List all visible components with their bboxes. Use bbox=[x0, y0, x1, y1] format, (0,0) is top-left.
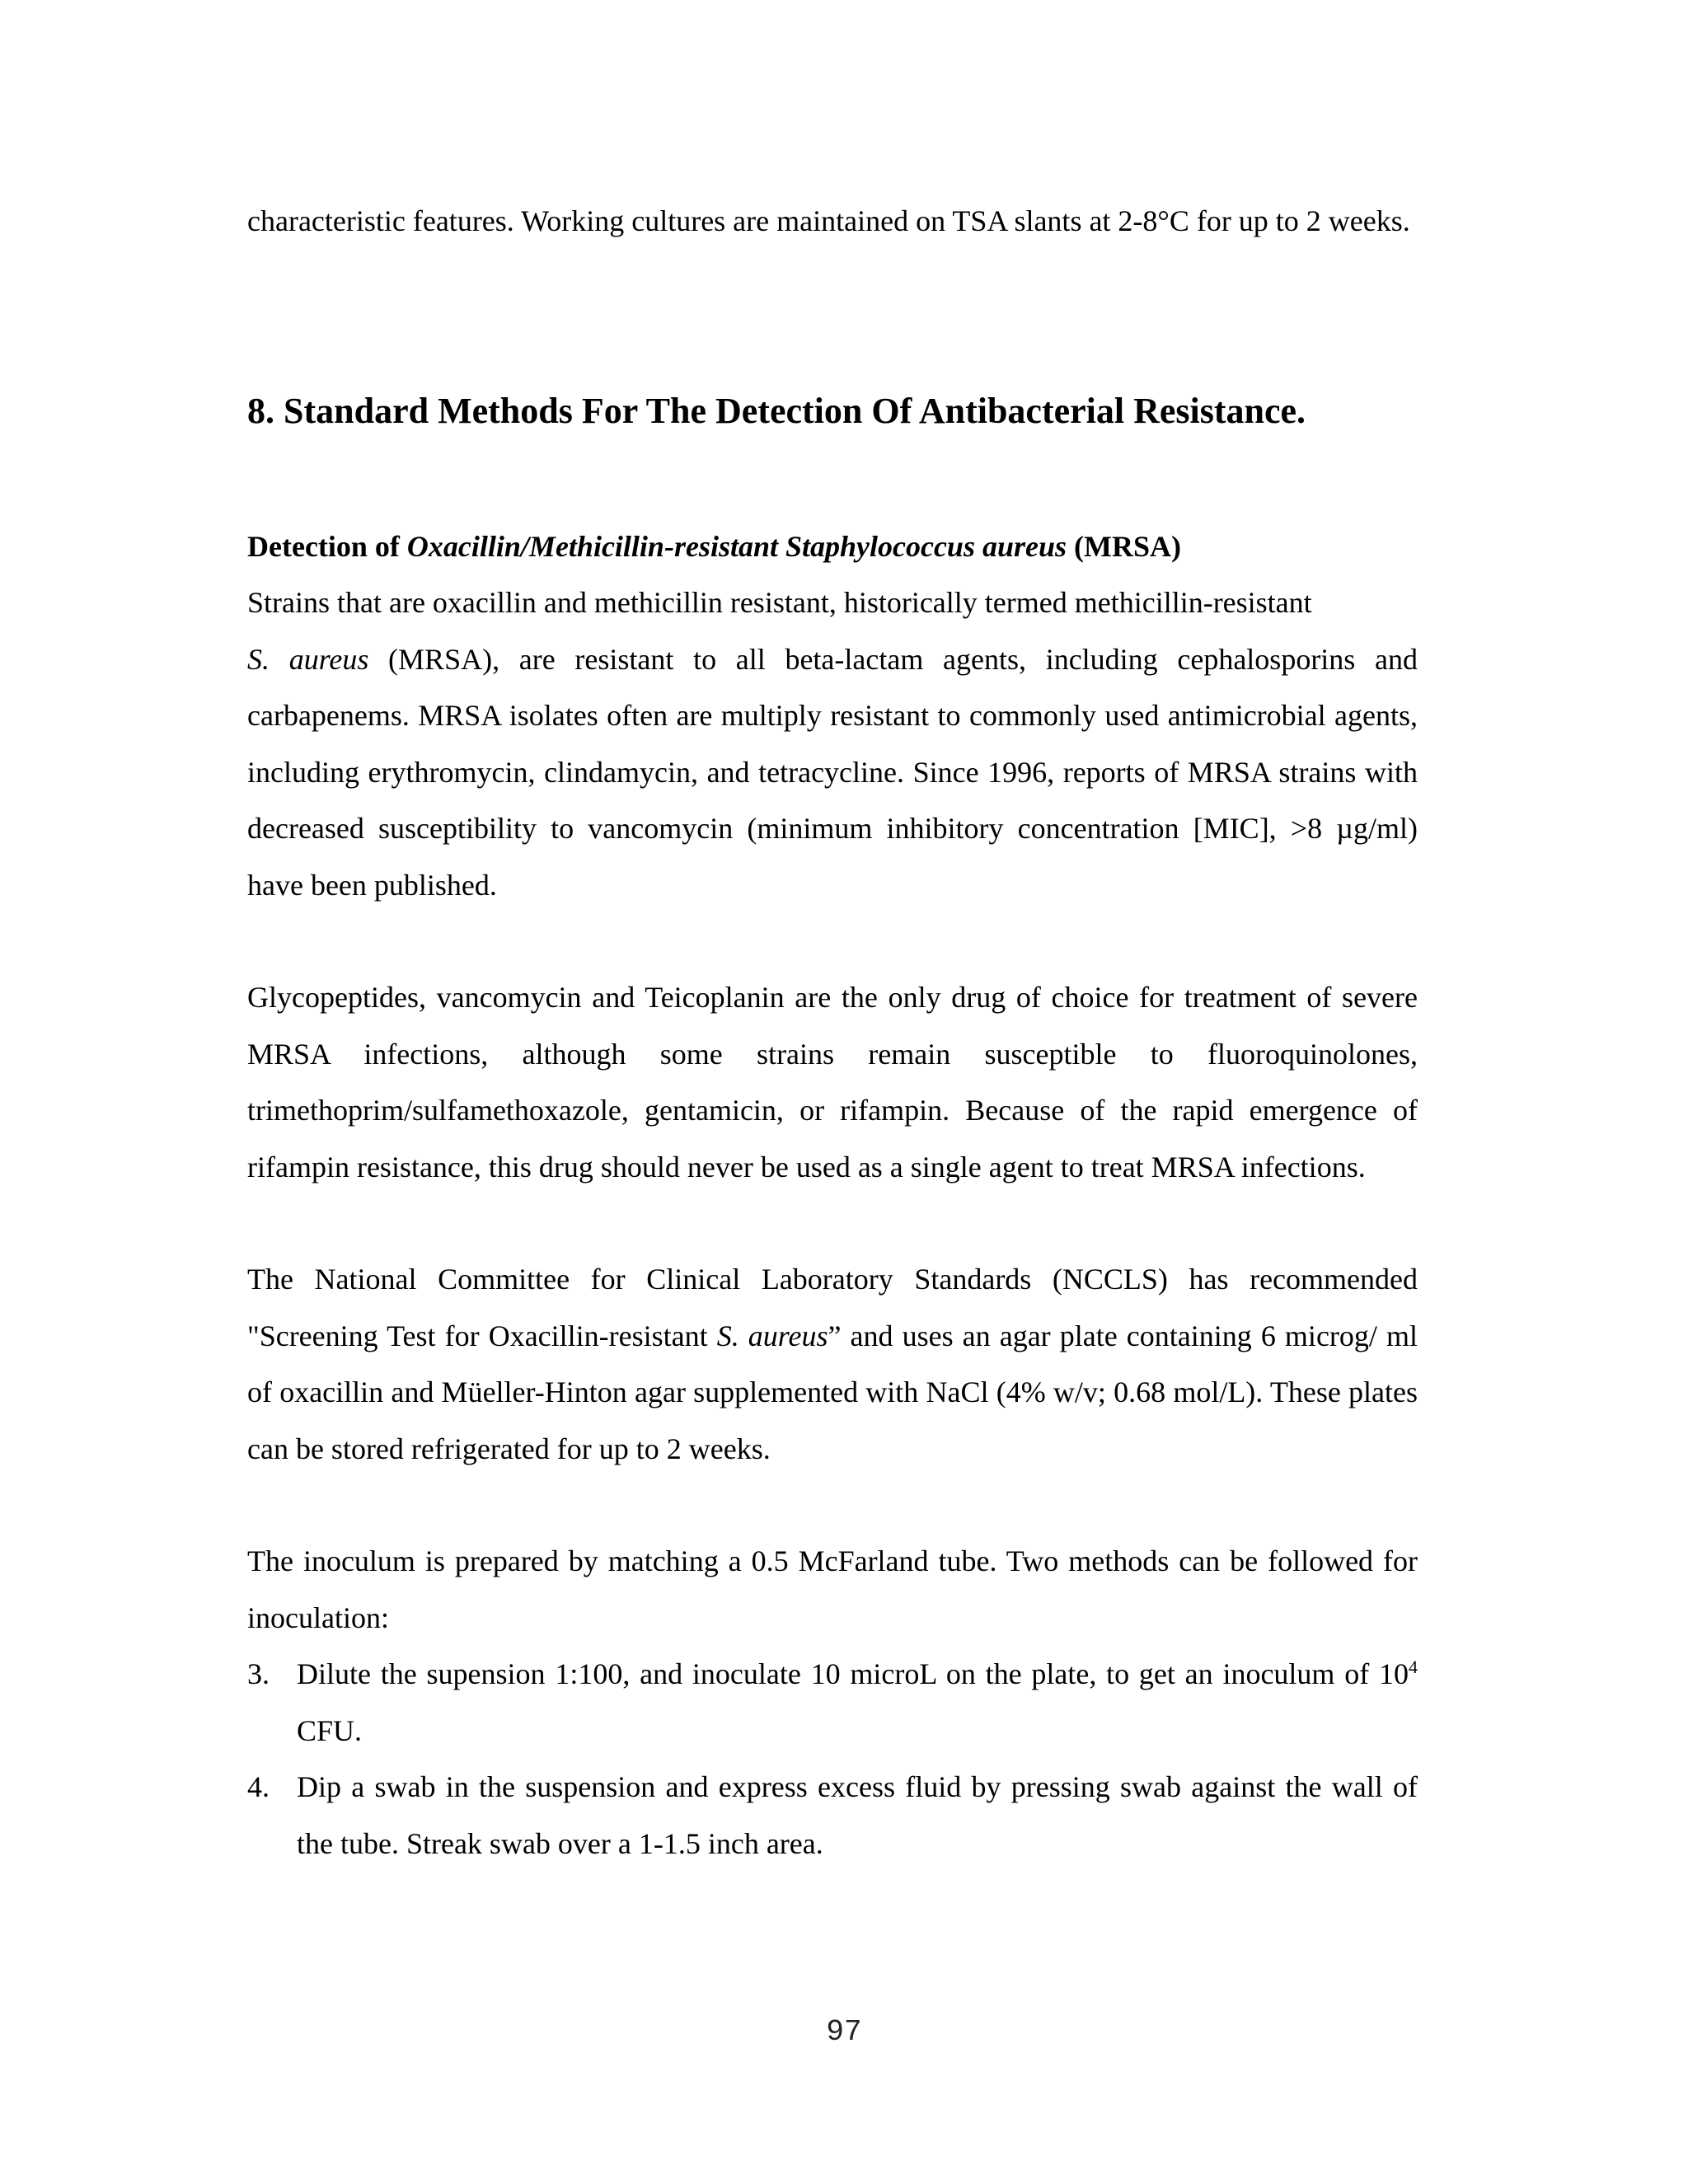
mrsa-description-rest: (MRSA), are resistant to all beta-lactam agents, including cephalosporins and carbapenems. MRSA isolates often are multiply resistant to commonly used antimicrobial agents, including erythromycin, clindamycin, and tetracycline. Since 1996, reports of MRSA strains with decreased susceptibility to vancomycin (minimum inhibitory concentration [MIC], >8 µg/ml) have been published. bbox=[247, 642, 1418, 902]
list-item bbox=[247, 1759, 1418, 1872]
mrsa-description-paragraph bbox=[247, 574, 1418, 631]
nccls-text-before: The National Committee for Clinical Laboratory Standards (NCCLS) has recommended "Screening Test for Oxacillin-resistant bbox=[247, 1263, 1418, 1352]
page-number: 97 bbox=[826, 2015, 862, 2049]
nccls-organism: S. aureus bbox=[716, 1319, 828, 1352]
organism-name: S. aureus bbox=[247, 642, 369, 676]
exponent: 4 bbox=[1409, 1657, 1418, 1677]
list-item bbox=[247, 1646, 1418, 1759]
page-content bbox=[247, 193, 1418, 1872]
list-item-text: Dip a swab in the suspension and express excess fluid by pressing swab against the wall of the tube. Streak swab over a 1-1.5 inch area. bbox=[297, 1770, 1418, 1860]
list-item-text: Dilute the supension 1:100, and inoculate 10 microL on the plate, to get an inoculum of 10 bbox=[297, 1657, 1409, 1690]
glycopeptides-paragraph: Glycopeptides, vancomycin and Teicoplanin are the only drug of choice for treatment of severe MRSA infections, although some strains remain susceptible to fluoroquinolones, trimethoprim/sulfamethoxazole, gentamicin, or rifampin. Because of the rapid emergence of rifampin resistance, this drug should never be used as a single agent to treat MRSA infections. bbox=[247, 981, 1418, 1183]
list-item-tail: CFU. bbox=[297, 1713, 363, 1747]
mrsa-description-continued bbox=[247, 631, 1418, 914]
inoculum-paragraph: The inoculum is prepared by matching a 0.5 McFarland tube. Two methods can be followed for inoculation: bbox=[247, 1544, 1418, 1634]
inoculation-methods-list bbox=[247, 1646, 1418, 1872]
subsection-prefix: Detection of bbox=[247, 529, 407, 563]
nccls-paragraph bbox=[247, 1251, 1418, 1477]
intro-paragraph: characteristic features. Working cultures are maintained on TSA slants at 2-8°C for up to 2 weeks. bbox=[247, 204, 1410, 237]
list-item-number: 4. bbox=[247, 1770, 270, 1803]
list-item-number: 3. bbox=[247, 1657, 270, 1690]
subsection-suffix: (MRSA) bbox=[1067, 529, 1181, 563]
subsection-title bbox=[247, 518, 1418, 575]
nccls-text-after: ” and uses an agar plate containing 6 microg/ ml of oxacillin and Müeller-Hinton agar supplemented with NaCl (4% w/v; 0.68 mol/L). These plates can be stored refrigerated for up to 2 weeks. bbox=[247, 1319, 1418, 1465]
subsection-organism: Oxacillin/Methicillin-resistant Staphylococcus aureus bbox=[406, 529, 1067, 563]
mrsa-description-line1: Strains that are oxacillin and methicillin resistant, historically termed methicillin-resistant bbox=[247, 586, 1312, 619]
section-title: 8. Standard Methods For The Detection Of Antibacterial Resistance. bbox=[247, 390, 1306, 431]
